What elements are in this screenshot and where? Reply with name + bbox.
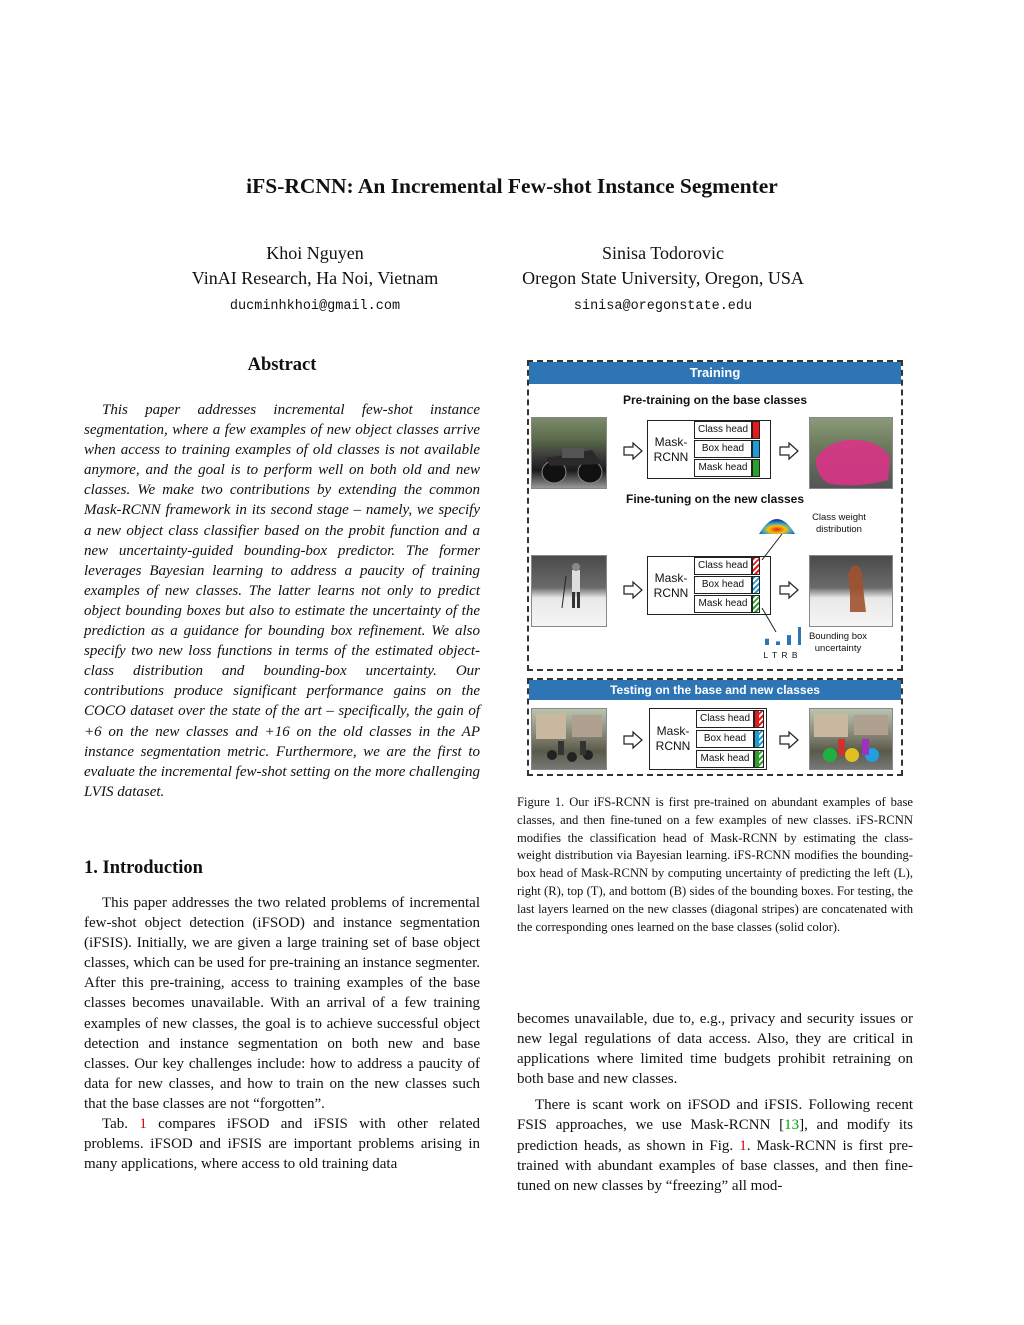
author-block-1 — [155, 241, 475, 318]
abstract-paragraph: This paper addresses incremental few-shot instance segmentation, where a few examples of new object classes arrive when access to training examples of old classes is not available anymore, and the goal is to perform well on both old and new classes. We make two contributions by extending the common Mask-RCNN framework in its second stage – namely, we specify a new object class classifier based on the probit function and a new uncertainty-guided bounding-box predictor. The former leverages Bayesian learning to address a paucity of training examples of new classes. The latter learns not only to predict object bounding boxes but also to estimate the uncertainty of the prediction as a guidance for bounding box refinement. We also specify two new loss functions in terms of the estimated object-class distribution and bounding-box uncertainty. Our contributions produce significant performance gains on the COCO dataset over the state of the art – specifically, the gain of +6 on the new classes and +16 on the old classes in the AP instance segmentation metric. Furthermore, we are the first to evaluate the incremental few-shot setting on the more challenging LVIS dataset. — [84, 402, 480, 800]
box-head: Box head — [694, 440, 752, 458]
author-email: ducminhkhoi@gmail.com — [229, 299, 401, 314]
model-name-line: RCNN — [653, 449, 689, 464]
ltrb-label: L T R B — [763, 650, 799, 660]
mask-rcnn-model-pretrain — [647, 420, 771, 479]
segmented-street-scene-photo — [809, 708, 893, 770]
author-affiliation: VinAI Research, Ha Noi, Vietnam — [191, 268, 439, 288]
uncertainty-bar — [798, 627, 801, 645]
author-name: Sinisa Todorovic — [602, 243, 724, 263]
bbox-uncertainty-label: Bounding box uncertainty — [808, 631, 868, 654]
mask-rcnn-model-finetune — [647, 556, 771, 615]
citation-link[interactable]: 13 — [784, 1117, 800, 1134]
table-reference-link[interactable]: 1 — [139, 1116, 147, 1133]
street-scene-silhouette — [532, 709, 608, 771]
arrow-right-icon — [623, 441, 643, 461]
text-span: ], and modify its prediction heads, as shown in Fig. — [517, 1117, 913, 1154]
text-span: . Mask-RCNN is first pre-trained with abundant examples of base classes, and then fine-tuned on new classes by “freezing” all mod- — [517, 1137, 913, 1194]
introduction-heading: 1. Introduction — [84, 858, 203, 878]
pretraining-title: Pre-training on the base classes — [622, 393, 808, 407]
arrow-right-icon — [623, 580, 643, 600]
model-name — [648, 557, 694, 614]
author-email: sinisa@oregonstate.edu — [573, 299, 753, 314]
uncertainty-bar — [776, 641, 780, 645]
abstract-text — [84, 400, 480, 802]
model-name — [648, 421, 694, 478]
intro-paragraph-4 — [517, 1095, 913, 1195]
model-name-line: Mask- — [654, 570, 688, 585]
intro-paragraph-1: This paper addresses the two related problems of incremental few-shot object detection (iFSOD) and instance segmentation (iFSIS). Initially, we are given a large training set of base object classes, which can be used for pre-training an instance segmenter. After this pre-training, access to training examples of the base classes becomes unavailable. With an arrival of a few training examples of new classes, the goal is to achieve successful object detection and instance segmentation on both new and base classes. Our key challenges include: how to address a paucity of data for new classes, and how to train on the new classes such that the base classes are not “forgotten”. — [84, 895, 480, 1112]
box-head-striped-swatch — [752, 576, 760, 594]
training-banner: Training — [529, 362, 901, 384]
segmented-skier-photo — [809, 555, 893, 627]
figure-reference-link[interactable]: 1 — [739, 1137, 747, 1154]
mask-head-combined-swatch — [754, 750, 764, 768]
class-head-combined-swatch — [754, 710, 764, 728]
introduction-text-right — [517, 1009, 913, 1196]
figure-caption: Figure 1. Our iFS-RCNN is first pre-trained on abundant examples of base classes, and then fine-tuned on a few examples of new classes. iFS-RCNN modifies the classification head of Mask-RCNN by estimating the class-weight distribution via Bayesian learning. iFS-RCNN modifies the bounding-box head of Mask-RCNN by computing uncertainty of predicting the left (L), right (R), top (T), and bottom (B) sides of the bounding boxes. For testing, the last layers learned on the new classes (diagonal stripes) are concatenated with the corresponding ones learned on the base classes (solid color). — [517, 795, 913, 934]
arrow-right-icon — [779, 441, 799, 461]
mask-head: Mask head — [694, 459, 752, 477]
abstract-heading: Abstract — [247, 355, 317, 375]
introduction-text-left — [84, 893, 480, 1174]
figure-1 — [527, 360, 903, 776]
mask-overlay — [810, 418, 894, 490]
arrow-right-icon — [779, 730, 799, 750]
skier-mask-overlay — [810, 556, 894, 628]
mask-rcnn-model-test — [649, 708, 767, 770]
finetuning-title: Fine-tuning on the new classes — [625, 492, 805, 506]
class-head: Class head — [694, 421, 752, 439]
class-head: Class head — [694, 557, 752, 575]
mask-head: Mask head — [696, 750, 754, 768]
arrow-right-icon — [779, 580, 799, 600]
paper-title: iFS-RCNN: An Incremental Few-shot Instance Segmenter — [246, 174, 778, 198]
intro-paragraph-2 — [84, 1114, 480, 1174]
mask-head: Mask head — [694, 595, 752, 613]
text-span: Tab. — [102, 1116, 140, 1133]
skier-photo — [531, 555, 607, 627]
class-head: Class head — [696, 710, 754, 728]
intro-paragraph-3: becomes unavailable, due to, e.g., privacy and security issues or new legal regulations of data access. Also, they are critical in applications where limited time budgets prohibit retraining on both base and new classes. — [517, 1011, 913, 1088]
box-head: Box head — [696, 730, 754, 748]
class-weight-label: Class weight distribution — [812, 512, 866, 535]
street-scene-masks — [810, 709, 894, 771]
connector-line — [756, 532, 786, 562]
segmented-motorcycle-photo — [809, 417, 893, 489]
author-block-2 — [503, 241, 823, 318]
author-name: Khoi Nguyen — [266, 243, 364, 263]
model-name-line: RCNN — [655, 739, 691, 753]
box-head-combined-swatch — [754, 730, 764, 748]
motorcycle-photo — [531, 417, 607, 489]
model-name — [650, 709, 696, 769]
model-name-line: Mask- — [654, 434, 688, 449]
model-name-line: Mask- — [656, 724, 690, 738]
uncertainty-bar — [787, 635, 791, 645]
author-affiliation: Oregon State University, Oregon, USA — [522, 268, 804, 288]
box-head: Box head — [694, 576, 752, 594]
class-head-swatch — [752, 421, 760, 439]
model-name-line: RCNN — [653, 585, 689, 600]
mask-head-swatch — [752, 459, 760, 477]
text-span: There is scant work on iFSOD and iFSIS. Following recent FSIS approaches, we use Mask-RCNN [ — [517, 1097, 913, 1134]
street-scene-photo — [531, 708, 607, 770]
bbox-uncertainty-chart — [761, 625, 801, 647]
motorcycle-silhouette — [532, 418, 608, 490]
uncertainty-bar — [765, 639, 769, 645]
text-span: compares iFSOD and iFSIS with other related problems. iFSOD and iFSIS are important problems arising in many applications, where access to old training data — [84, 1116, 480, 1173]
skier-silhouette — [532, 556, 608, 628]
testing-banner: Testing on the base and new classes — [529, 680, 901, 700]
arrow-right-icon — [623, 730, 643, 750]
box-head-swatch — [752, 440, 760, 458]
